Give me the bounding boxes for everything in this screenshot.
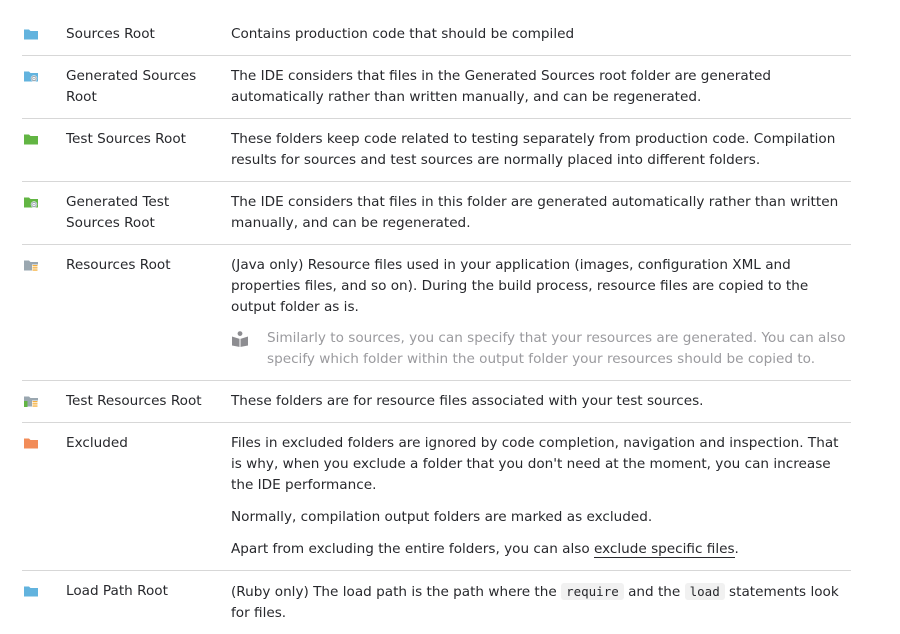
folder-type-name: Resources Root — [66, 257, 171, 273]
blue-folder-icon — [24, 585, 38, 597]
description-text: The IDE considers that files in the Generated Sources root folder are generated automatically rather than written manually, and can be regenerated. — [231, 68, 772, 105]
table-row — [22, 182, 851, 245]
folder-type-name: Generated Sources Root — [66, 68, 197, 105]
table-row — [22, 423, 851, 571]
folder-type-description — [231, 182, 851, 244]
folder-type-name: Test Sources Root — [66, 131, 186, 147]
inline-code-load: load — [685, 583, 725, 600]
folder-type-description — [231, 14, 851, 55]
folder-type-name: Sources Root — [66, 26, 155, 42]
folder-type-description — [231, 571, 851, 634]
description-text: The IDE considers that files in this folder are generated automatically rather than written manually, and can be regenerated. — [231, 194, 839, 231]
test-resources-folder-icon — [24, 395, 38, 407]
description-text: Apart from excluding the entire folders, you can also exclude specific files. — [231, 541, 739, 557]
folder-type-name: Load Path Root — [66, 583, 168, 599]
resources-folder-icon — [24, 259, 38, 271]
tip-text: Similarly to sources, you can specify that your resources are generated. You can also specify which folder within the output folder your resources should be copied to. — [267, 330, 846, 367]
folder-type-name: Excluded — [66, 435, 128, 451]
folder-type-name: Test Resources Root — [66, 393, 202, 409]
table-row — [22, 245, 851, 381]
folder-type-description — [231, 119, 851, 181]
description-text: These folders keep code related to testing separately from production code. Compilation results for sources and test sources are normally placed into different folders. — [231, 131, 836, 168]
exclude-specific-files-link[interactable]: exclude specific files — [593, 541, 735, 557]
description-text: These folders are for resource files associated with your test sources. — [231, 393, 704, 409]
folder-type-description — [231, 56, 851, 118]
generated-test-folder-icon — [24, 196, 38, 208]
table-row — [22, 14, 851, 56]
description-text: Contains production code that should be compiled — [231, 26, 575, 42]
table-row — [22, 381, 851, 423]
folder-type-description — [231, 381, 851, 422]
inline-code-require: require — [561, 583, 624, 600]
green-folder-icon — [24, 133, 38, 145]
table-row — [22, 119, 851, 182]
tip-note — [231, 328, 851, 370]
folder-type-description — [231, 245, 851, 380]
folder-type-description — [231, 423, 851, 570]
folder-type-name: Generated Test Sources Root — [66, 194, 170, 231]
tip-book-icon — [231, 331, 249, 347]
description-text: (Ruby only) The load path is the path where the require and the load statements look for files. — [231, 584, 839, 621]
description-text: Normally, compilation output folders are marked as excluded. — [231, 509, 653, 525]
description-text: (Java only) Resource files used in your application (images, configuration XML and properties files, and so on). During the build process, resource files are copied to the output folder as is. — [231, 257, 809, 315]
generated-folder-icon — [24, 70, 38, 82]
folder-categories-table — [22, 14, 851, 634]
blue-folder-icon — [24, 28, 38, 40]
description-text: Files in excluded folders are ignored by code completion, navigation and inspection. That is why, when you exclude a folder that you don't need at the moment, you can increase the IDE performance. — [231, 435, 839, 493]
orange-folder-icon — [24, 437, 38, 449]
table-row — [22, 571, 851, 634]
table-row — [22, 56, 851, 119]
